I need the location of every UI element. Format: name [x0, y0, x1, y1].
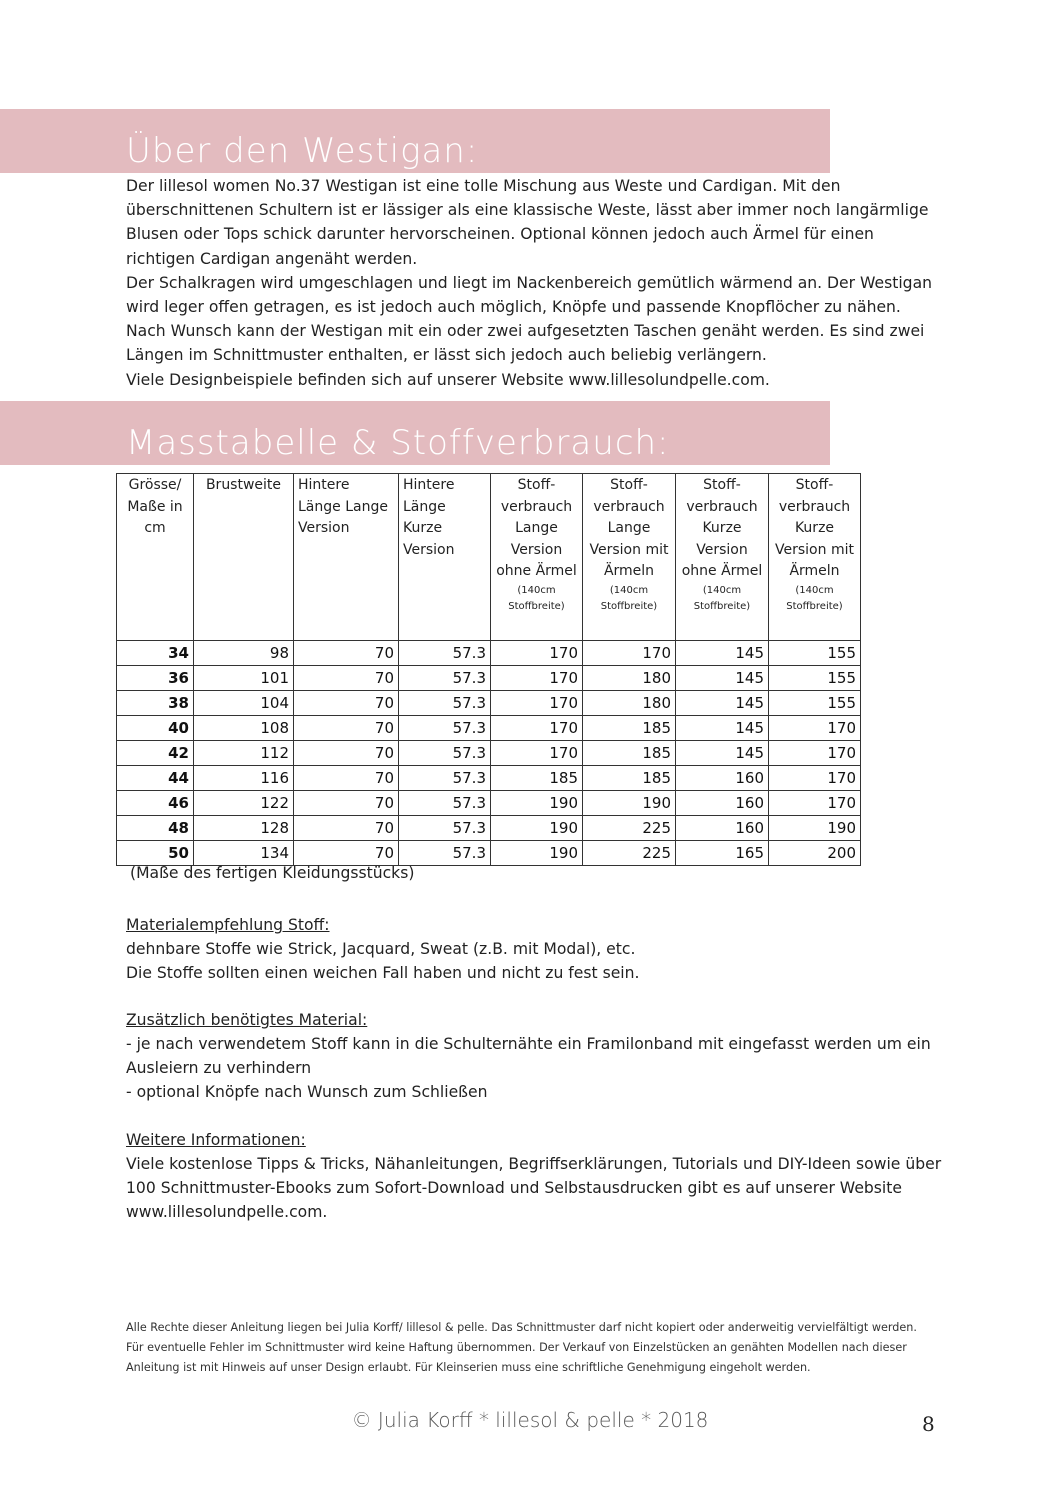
- header-fabric-long-with-sleeves: [583, 474, 676, 641]
- value-cell: 70: [294, 841, 399, 866]
- value-cell: 185: [583, 766, 676, 791]
- material-section: [126, 913, 956, 985]
- value-cell: 170: [769, 741, 861, 766]
- additional-material-heading: Zusätzlich benötigtes Material:: [126, 1011, 368, 1029]
- value-cell: 57.3: [399, 716, 491, 741]
- legal-line: Für eventuelle Fehler im Schnittmuster wird keine Haftung übernommen. Der Verkauf von Einzelstücken an genähten Modellen nach dieser: [126, 1341, 907, 1354]
- value-cell: 170: [491, 741, 583, 766]
- header-fabric-long-without-sleeves: [491, 474, 583, 641]
- legal-line: Anleitung ist mit Hinweis auf unser Design erlaubt. Für Kleinserien muss eine schriftliche Genehmigung eingeholt werden.: [126, 1361, 811, 1374]
- value-cell: 57.3: [399, 666, 491, 691]
- value-cell: 145: [676, 691, 769, 716]
- value-cell: 185: [583, 741, 676, 766]
- value-cell: 70: [294, 641, 399, 666]
- table-row: [117, 841, 861, 866]
- value-cell: 190: [491, 791, 583, 816]
- further-info-section: [126, 1128, 956, 1224]
- value-cell: 190: [491, 841, 583, 866]
- legal-line: Alle Rechte dieser Anleitung liegen bei Julia Korff/ lillesol & pelle. Das Schnittmuster darf nicht kopiert oder anderweitig vervielfältigt werden.: [126, 1321, 917, 1334]
- table-row: [117, 666, 861, 691]
- table-caption: (Maße des fertigen Kleidungsstücks): [130, 864, 415, 882]
- further-info-heading: Weitere Informationen:: [126, 1131, 306, 1149]
- value-cell: 104: [194, 691, 294, 716]
- value-cell: 70: [294, 716, 399, 741]
- page-number: 8: [922, 1412, 935, 1436]
- value-cell: 122: [194, 791, 294, 816]
- footer-copyright: © Julia Korff * lillesol & pelle * 2018: [351, 1408, 709, 1432]
- material-line: dehnbare Stoffe wie Strick, Jacquard, Sweat (z.B. mit Modal), etc.: [126, 940, 636, 958]
- value-cell: 170: [491, 641, 583, 666]
- material-heading: Materialempfehlung Stoff:: [126, 916, 330, 934]
- value-cell: 70: [294, 741, 399, 766]
- header-back-length-short: Hintere Länge Kurze Version: [399, 474, 491, 641]
- value-cell: 225: [583, 841, 676, 866]
- additional-material-line: - optional Knöpfe nach Wunsch zum Schließen: [126, 1083, 488, 1101]
- size-table-body: [117, 641, 861, 866]
- value-cell: 70: [294, 766, 399, 791]
- size-cell: 34: [117, 641, 194, 666]
- header-label: Stoff-verbrauch Lange Version ohne Ärmel: [496, 477, 577, 580]
- size-cell: 46: [117, 791, 194, 816]
- intro-paragraph: Der Schalkragen wird umgeschlagen und liegt im Nackenbereich gemütlich wärmend an. Der Westigan wird leger offen getragen, es ist jedoch auch möglich, Knöpfe und passende Knopflöcher zu nähen.: [126, 273, 933, 317]
- value-cell: 57.3: [399, 641, 491, 666]
- table-row: [117, 766, 861, 791]
- value-cell: 70: [294, 691, 399, 716]
- value-cell: 170: [491, 691, 583, 716]
- intro-text: [126, 174, 946, 392]
- material-line: Die Stoffe sollten einen weichen Fall haben und nicht zu fest sein.: [126, 964, 640, 982]
- value-cell: 57.3: [399, 741, 491, 766]
- value-cell: 155: [769, 641, 861, 666]
- size-cell: 44: [117, 766, 194, 791]
- value-cell: 57.3: [399, 841, 491, 866]
- value-cell: 57.3: [399, 691, 491, 716]
- size-cell: 38: [117, 691, 194, 716]
- further-info-text: Viele kostenlose Tipps & Tricks, Nähanleitungen, Begriffserklärungen, Tutorials und DIY-Ideen sowie über 100 Schnittmuster-Ebooks zum Sofort-Download und Selbstausdrucken gibt es auf unserer Website www.lillesolundpelle.com.: [126, 1155, 942, 1221]
- table-banner: [0, 401, 830, 465]
- value-cell: 190: [769, 816, 861, 841]
- value-cell: 155: [769, 666, 861, 691]
- value-cell: 170: [491, 716, 583, 741]
- header-label: Stoff-verbrauch Kurze Version ohne Ärmel: [681, 477, 763, 580]
- header-fabric-short-with-sleeves: [769, 474, 861, 641]
- value-cell: 185: [491, 766, 583, 791]
- value-cell: 70: [294, 816, 399, 841]
- header-back-length-long: Hintere Länge Lange Version: [294, 474, 399, 641]
- header-label: Stoff-verbrauch Lange Version mit Ärmeln: [589, 477, 669, 580]
- value-cell: 98: [194, 641, 294, 666]
- value-cell: 170: [769, 716, 861, 741]
- fabric-width-note: (140cm Stoffbreite): [600, 584, 658, 612]
- value-cell: 128: [194, 816, 294, 841]
- size-cell: 48: [117, 816, 194, 841]
- intro-paragraph: Der lillesol women No.37 Westigan ist eine tolle Mischung aus Weste und Cardigan. Mit den überschnittenen Schultern ist er lässiger als eine klassische Weste, lässt aber immer noch langärmlige Blusen oder Tops schick darunter hervorscheinen. Optional können jedoch auch Ärmel für einen richtigen Cardigan angenäht werden.: [126, 177, 929, 268]
- fabric-width-note: (140cm Stoffbreite): [786, 584, 843, 612]
- header-fabric-short-without-sleeves: [676, 474, 769, 641]
- intro-banner: [0, 109, 830, 173]
- value-cell: 170: [769, 791, 861, 816]
- table-row: [117, 791, 861, 816]
- value-cell: 70: [294, 666, 399, 691]
- table-row: [117, 716, 861, 741]
- size-cell: 36: [117, 666, 194, 691]
- table-section-title: Masstabelle & Stoffverbrauch:: [126, 423, 670, 463]
- table-header-row: [117, 474, 861, 641]
- value-cell: 134: [194, 841, 294, 866]
- value-cell: 160: [676, 816, 769, 841]
- additional-material-section: [126, 1008, 956, 1104]
- value-cell: 57.3: [399, 816, 491, 841]
- size-cell: 42: [117, 741, 194, 766]
- value-cell: 145: [676, 641, 769, 666]
- legal-notice: [126, 1318, 946, 1378]
- value-cell: 160: [676, 766, 769, 791]
- value-cell: 101: [194, 666, 294, 691]
- value-cell: 225: [583, 816, 676, 841]
- size-cell: 50: [117, 841, 194, 866]
- value-cell: 57.3: [399, 791, 491, 816]
- value-cell: 116: [194, 766, 294, 791]
- table-row: [117, 641, 861, 666]
- intro-paragraph: Viele Designbeispiele befinden sich auf unserer Website www.lillesolundpelle.com.: [126, 370, 770, 389]
- value-cell: 180: [583, 691, 676, 716]
- size-table: [116, 473, 861, 866]
- intro-title: Über den Westigan:: [126, 131, 479, 171]
- table-row: [117, 741, 861, 766]
- value-cell: 155: [769, 691, 861, 716]
- value-cell: 165: [676, 841, 769, 866]
- table-row: [117, 691, 861, 716]
- value-cell: 170: [491, 666, 583, 691]
- size-cell: 40: [117, 716, 194, 741]
- value-cell: 190: [491, 816, 583, 841]
- value-cell: 200: [769, 841, 861, 866]
- value-cell: 185: [583, 716, 676, 741]
- value-cell: 70: [294, 791, 399, 816]
- value-cell: 190: [583, 791, 676, 816]
- header-label: Stoff-verbrauch Kurze Version mit Ärmeln: [775, 477, 854, 580]
- intro-paragraph: Nach Wunsch kann der Westigan mit ein oder zwei aufgesetzten Taschen genäht werden. Es sind zwei Längen im Schnittmuster enthalten, er lässt sich jedoch auch beliebig verlängern.: [126, 322, 925, 365]
- value-cell: 145: [676, 741, 769, 766]
- value-cell: 108: [194, 716, 294, 741]
- value-cell: 180: [583, 666, 676, 691]
- fabric-width-note: (140cm Stoffbreite): [693, 584, 751, 612]
- fabric-width-note: (140cm Stoffbreite): [508, 584, 565, 612]
- header-chest: Brustweite: [194, 474, 294, 641]
- table-row: [117, 816, 861, 841]
- value-cell: 160: [676, 791, 769, 816]
- value-cell: 145: [676, 716, 769, 741]
- additional-material-line: - je nach verwendetem Stoff kann in die Schulternähte ein Framilonband mit eingefasst werden um ein Ausleiern zu verhindern: [126, 1035, 931, 1077]
- value-cell: 170: [769, 766, 861, 791]
- value-cell: 57.3: [399, 766, 491, 791]
- value-cell: 112: [194, 741, 294, 766]
- value-cell: 170: [583, 641, 676, 666]
- value-cell: 145: [676, 666, 769, 691]
- header-size: Grösse/ Maße in cm: [117, 474, 194, 641]
